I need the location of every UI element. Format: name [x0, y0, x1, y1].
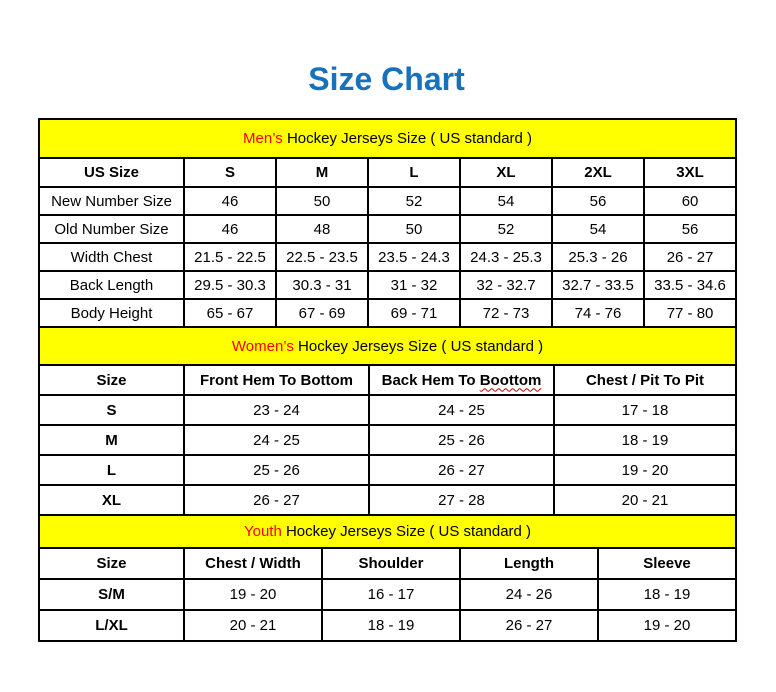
youth-row-label: S/M [39, 579, 184, 610]
womens-col-header: Size [39, 365, 184, 395]
mens-row-label: Back Length [39, 271, 184, 299]
mens-col-header: XL [460, 158, 552, 187]
mens-cell: 74 - 76 [552, 299, 644, 327]
youth-banner-rest: Hockey Jerseys Size ( US standard ) [281, 523, 532, 541]
mens-cell: 31 - 32 [368, 271, 460, 299]
size-chart-tables [38, 118, 735, 642]
youth-col-header: Chest / Width [184, 548, 322, 579]
mens-cell: 23.5 - 24.3 [368, 243, 460, 271]
table-row [39, 187, 736, 215]
page-title: Size Chart [308, 61, 465, 97]
womens-cell: 20 - 21 [554, 485, 736, 515]
youth-banner [39, 515, 736, 548]
womens-banner-rest: Hockey Jerseys Size ( US standard ) [293, 337, 544, 355]
mens-cell: 26 - 27 [644, 243, 736, 271]
misspelled-word: Boottom [479, 371, 542, 389]
womens-cell: 25 - 26 [369, 425, 554, 455]
womens-col-header: Chest / Pit To Pit [554, 365, 736, 395]
youth-banner-highlight: Youth [243, 523, 282, 541]
womens-cell: 24 - 25 [184, 425, 369, 455]
mens-banner [39, 119, 736, 158]
table-row [39, 395, 736, 425]
mens-row-label: Width Chest [39, 243, 184, 271]
mens-cell: 50 [276, 187, 368, 215]
mens-cell: 25.3 - 26 [552, 243, 644, 271]
mens-cell: 24.3 - 25.3 [460, 243, 552, 271]
womens-cell: 19 - 20 [554, 455, 736, 485]
table-row [39, 610, 736, 641]
mens-col-header: M [276, 158, 368, 187]
womens-cell: 27 - 28 [369, 485, 554, 515]
youth-col-header: Length [460, 548, 598, 579]
youth-row-label: L/XL [39, 610, 184, 641]
womens-row-label: XL [39, 485, 184, 515]
mens-cell: 30.3 - 31 [276, 271, 368, 299]
womens-cell: 24 - 25 [369, 395, 554, 425]
mens-cell: 46 [184, 187, 276, 215]
womens-row-label: L [39, 455, 184, 485]
youth-cell: 24 - 26 [460, 579, 598, 610]
womens-banner-highlight: Women’s [231, 337, 294, 355]
youth-cell: 19 - 20 [598, 610, 736, 641]
mens-cell: 48 [276, 215, 368, 243]
youth-col-header: Size [39, 548, 184, 579]
youth-size-table [38, 514, 737, 642]
womens-cell: 25 - 26 [184, 455, 369, 485]
table-row [39, 243, 736, 271]
mens-col-header: 2XL [552, 158, 644, 187]
mens-header-row [39, 158, 736, 187]
youth-cell: 18 - 19 [322, 610, 460, 641]
mens-size-table [38, 118, 737, 328]
mens-cell: 56 [644, 215, 736, 243]
mens-cell: 67 - 69 [276, 299, 368, 327]
youth-col-header: Shoulder [322, 548, 460, 579]
womens-cell: 23 - 24 [184, 395, 369, 425]
mens-cell: 54 [552, 215, 644, 243]
womens-col-header: Front Hem To Bottom [184, 365, 369, 395]
mens-col-header: 3XL [644, 158, 736, 187]
mens-cell: 54 [460, 187, 552, 215]
youth-cell: 16 - 17 [322, 579, 460, 610]
youth-cell: 20 - 21 [184, 610, 322, 641]
mens-col-header: US Size [39, 158, 184, 187]
mens-row-label: Body Height [39, 299, 184, 327]
youth-cell: 26 - 27 [460, 610, 598, 641]
womens-col-header-misspelled: Back Hem To Boottom [369, 365, 554, 395]
table-row [39, 299, 736, 327]
womens-banner-row [39, 327, 736, 365]
mens-banner-rest: Hockey Jerseys Size ( US standard ) [282, 130, 533, 148]
mens-banner-row [39, 119, 736, 158]
womens-row-label: S [39, 395, 184, 425]
mens-banner-highlight: Men’s [243, 130, 283, 148]
mens-col-header: L [368, 158, 460, 187]
table-row [39, 271, 736, 299]
mens-row-label: Old Number Size [39, 215, 184, 243]
youth-banner-row [39, 515, 736, 548]
womens-cell: 26 - 27 [369, 455, 554, 485]
table-row [39, 425, 736, 455]
mens-cell: 65 - 67 [184, 299, 276, 327]
mens-cell: 46 [184, 215, 276, 243]
mens-col-header: S [184, 158, 276, 187]
table-row [39, 455, 736, 485]
youth-cell: 18 - 19 [598, 579, 736, 610]
table-row [39, 215, 736, 243]
youth-header-row [39, 548, 736, 579]
mens-row-label: New Number Size [39, 187, 184, 215]
mens-cell: 52 [460, 215, 552, 243]
womens-header-row [39, 365, 736, 395]
mens-cell: 29.5 - 30.3 [184, 271, 276, 299]
mens-cell: 52 [368, 187, 460, 215]
mens-cell: 72 - 73 [460, 299, 552, 327]
table-row [39, 485, 736, 515]
mens-cell: 21.5 - 22.5 [184, 243, 276, 271]
womens-cell: 26 - 27 [184, 485, 369, 515]
mens-cell: 33.5 - 34.6 [644, 271, 736, 299]
mens-cell: 22.5 - 23.5 [276, 243, 368, 271]
mens-cell: 32 - 32.7 [460, 271, 552, 299]
womens-size-table [38, 326, 737, 516]
mens-cell: 69 - 71 [368, 299, 460, 327]
womens-cell: 18 - 19 [554, 425, 736, 455]
mens-cell: 50 [368, 215, 460, 243]
mens-cell: 32.7 - 33.5 [552, 271, 644, 299]
table-row [39, 579, 736, 610]
youth-col-header: Sleeve [598, 548, 736, 579]
womens-banner [39, 327, 736, 365]
mens-cell: 77 - 80 [644, 299, 736, 327]
mens-cell: 56 [552, 187, 644, 215]
youth-cell: 19 - 20 [184, 579, 322, 610]
womens-cell: 17 - 18 [554, 395, 736, 425]
mens-cell: 60 [644, 187, 736, 215]
womens-row-label: M [39, 425, 184, 455]
